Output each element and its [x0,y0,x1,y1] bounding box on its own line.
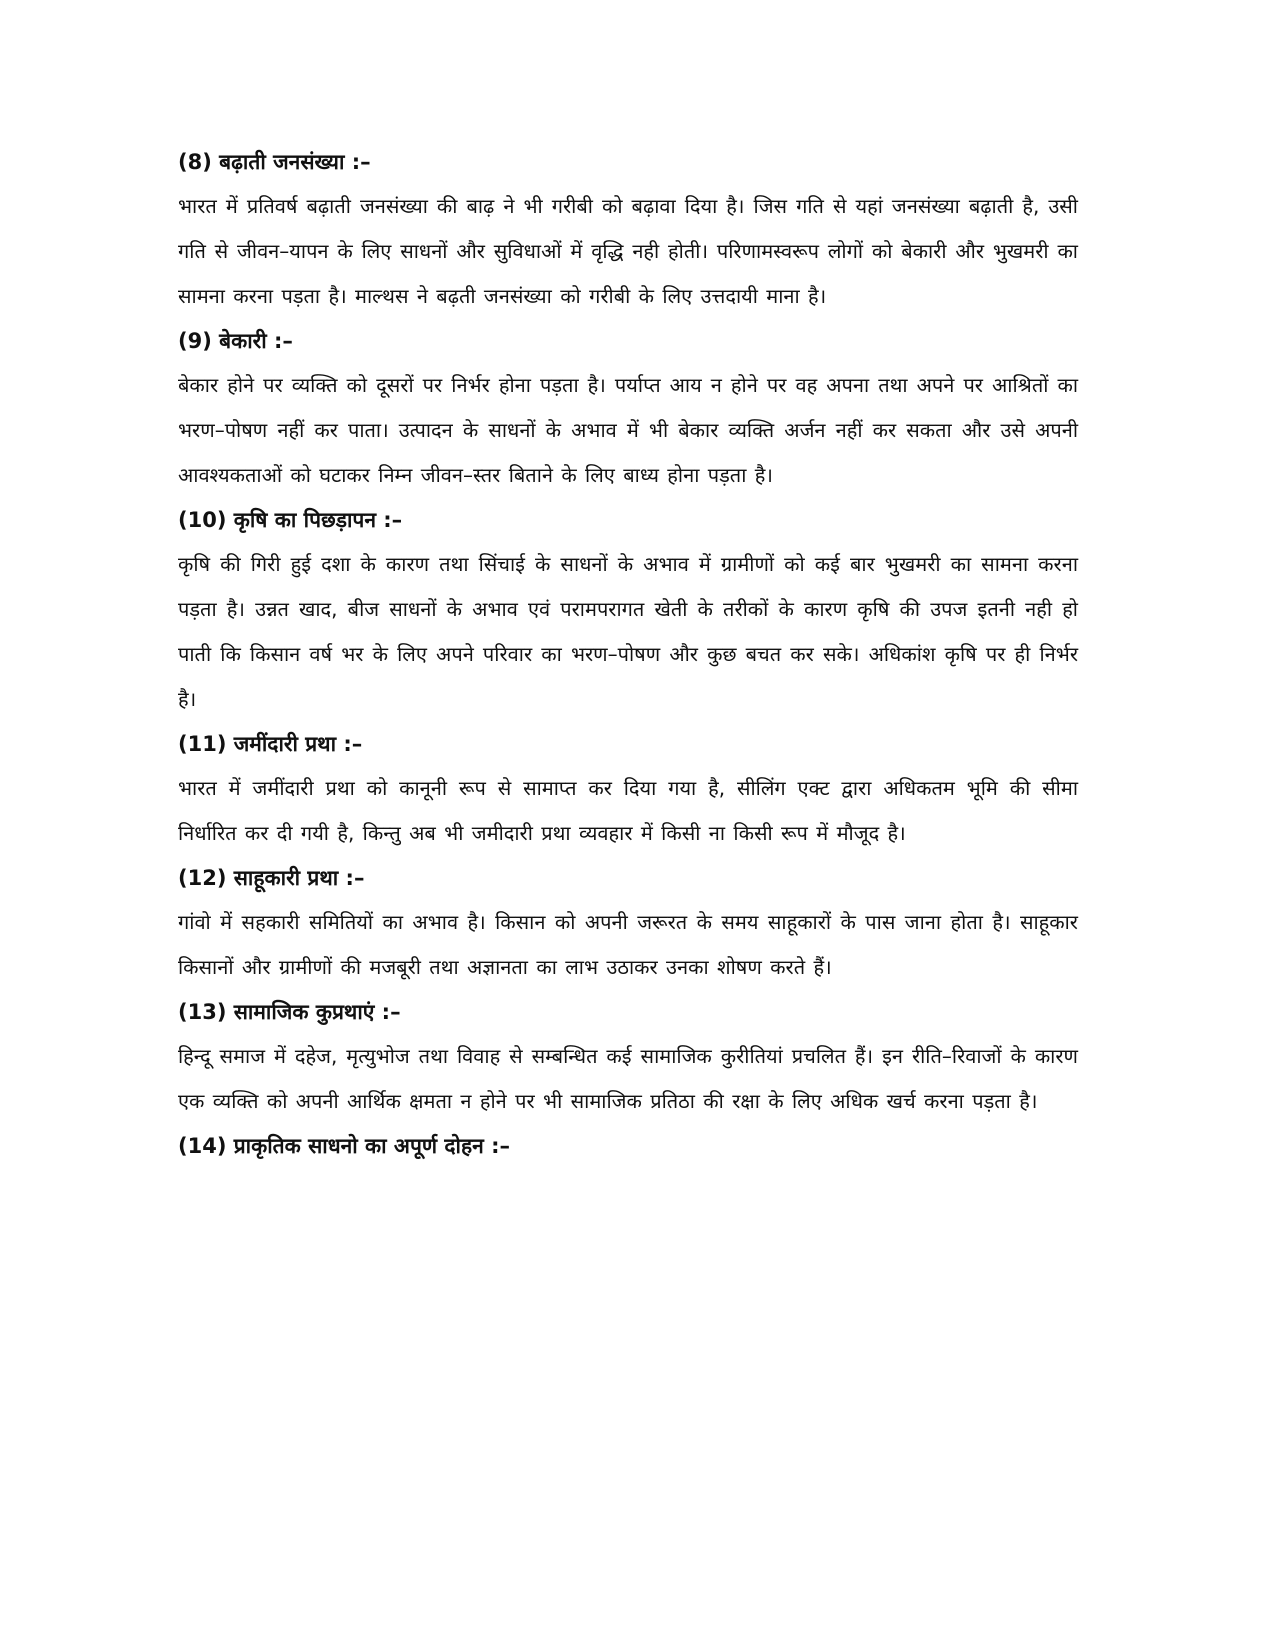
section-paragraph: हिन्दू समाज में दहेज, मृत्युभोज तथा विवाह से सम्बन्धित कई सामाजिक कुरीतियां प्रचलित हैं। इन रीति–रिवाजों के कारण एक व्यक्ति को अपनी आर्थिक क्षमता न होने पर भी सामाजिक प्रतिठा की रक्षा के लिए अधिक खर्च करना पड़ता है। [178,1044,1078,1113]
section-13 [178,990,1078,1124]
section-12 [178,856,1078,990]
section-heading: (12) साहूकारी प्रथा :– [178,866,365,890]
section-heading: (14) प्राकृतिक साधनो का अपूर्ण दोहन :– [178,1134,510,1158]
section-heading: (11) जमींदारी प्रथा :– [178,732,363,756]
section-paragraph: भारत में जमींदारी प्रथा को कानूनी रूप से सामाप्त कर दिया गया है, सीलिंग एक्ट द्वारा अधिकतम भूमि की सीमा निर्धारित कर दी गयी है, किन्तु अब भी जमीदारी प्रथा व्यवहार में किसी ना किसी रूप में मौजूद है। [178,776,1078,845]
section-paragraph: बेकार होने पर व्यक्ति को दूसरों पर निर्भर होना पड़ता है। पर्याप्त आय न होने पर वह अपना तथा अपने पर आश्रितों का भरण–पोषण नहीं कर पाता। उत्पादन के साधनों के अभाव में भी बेकार व्यक्ति अर्जन नहीं कर सकता और उसे अपनी आवश्यकताओं को घटाकर निम्न जीवन–स्तर बिताने के लिए बाध्य होना पड़ता है। [178,373,1078,487]
section-paragraph: भारत में प्रतिवर्ष बढ़ाती जनसंख्या की बाढ़ ने भी गरीबी को बढ़ावा दिया है। जिस गति से यहां जनसंख्या बढ़ाती है, उसी गति से जीवन–यापन के लिए साधनों और सुविधाओं में वृद्धि नही होती। परिणामस्वरूप लोगों को बेकारी और भुखमरी का सामना करना पड़ता है। माल्थस ने बढ़ती जनसंख्या को गरीबी के लिए उत्तदायी माना है। [178,194,1078,308]
section-heading: (10) कृषि का पिछड़ापन :– [178,508,403,532]
document-page [178,140,1078,1168]
section-9 [178,319,1078,498]
section-8 [178,140,1078,319]
section-10 [178,498,1078,722]
section-heading: (9) बेकारी :– [178,329,293,353]
section-heading: (13) सामाजिक कुप्रथाएं :– [178,1000,401,1024]
section-paragraph: कृषि की गिरी हुई दशा के कारण तथा सिंचाई के साधनों के अभाव में ग्रामीणों को कई बार भुखमरी का सामना करना पड़ता है। उन्नत खाद, बीज साधनों के अभाव एवं परामपरागत खेती के तरीकों के कारण कृषि की उपज इतनी नही हो पाती कि किसान वर्ष भर के लिए अपने परिवार का भरण–पोषण और कुछ बचत कर सके। अधिकांश कृषि पर ही निर्भर है। [178,552,1078,711]
section-heading: (8) बढ़ाती जनसंख्या :– [178,150,371,174]
section-14 [178,1124,1078,1168]
section-paragraph: गांवो में सहकारी समितियों का अभाव है। किसान को अपनी जरूरत के समय साहूकारों के पास जाना होता है। साहूकार किसानों और ग्रामीणों की मजबूरी तथा अज्ञानता का लाभ उठाकर उनका शोषण करते हैं। [178,910,1078,979]
section-11 [178,722,1078,856]
